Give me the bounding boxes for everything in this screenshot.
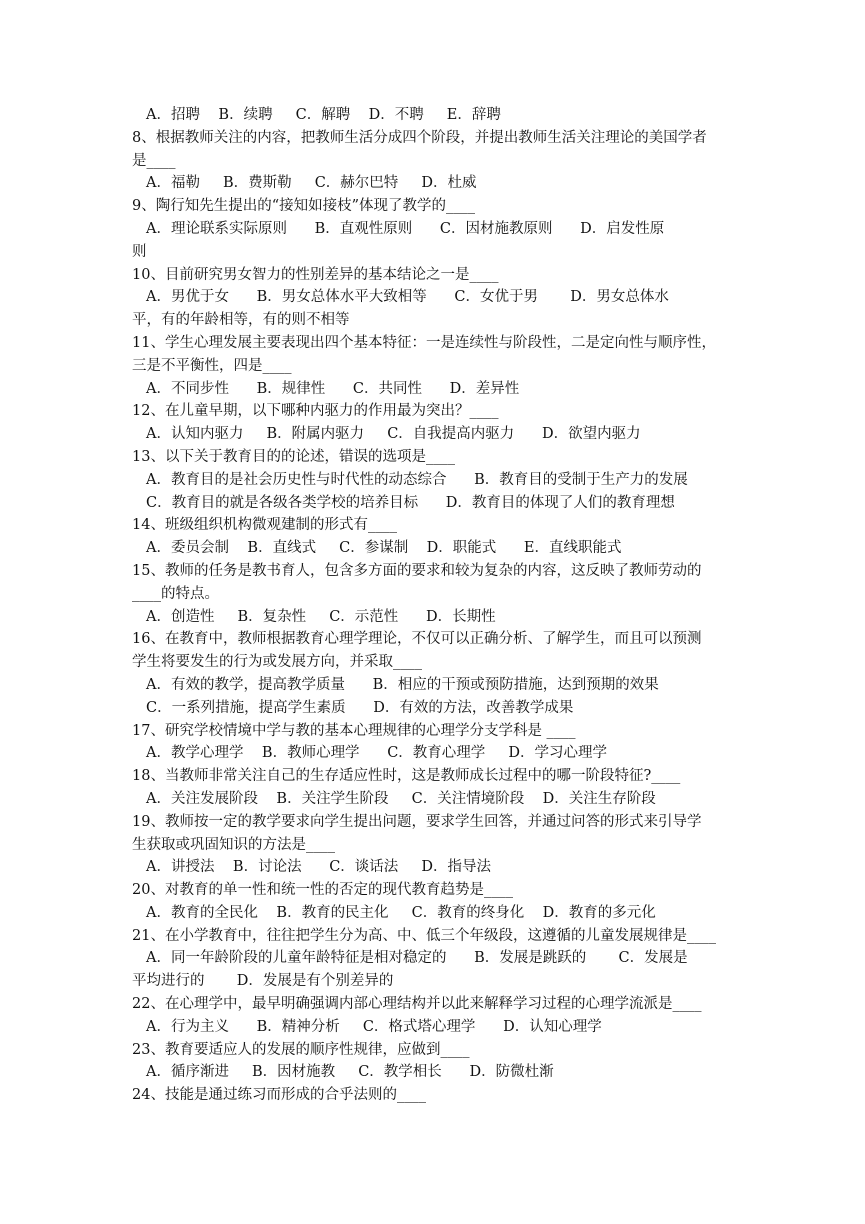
question-line: 17、研究学校情境中学与教的基本心理规律的心理学分支学科是 ____	[132, 722, 576, 739]
option-line: A．同一年龄阶段的儿童年龄特征是相对稳定的 B．发展是跳跃的 C．发展是	[146, 950, 688, 967]
question-line: 平均进行的 D．发展是有个别差异的	[132, 973, 394, 990]
option-line: C．教育目的就是各级各类学校的培养目标 D．教育目的体现了人们的教育理想	[146, 494, 675, 511]
option-line: A．循序渐进 B．因材施教 C．教学相长 D．防微杜渐	[146, 1064, 554, 1081]
option-line: A．教育目的是社会历史性与时代性的动态综合 B．教育目的受制于生产力的发展	[146, 471, 688, 488]
option-line: A．创造性 B．复杂性 C．示范性 D．长期性	[146, 608, 496, 625]
question-line: ____的特点。	[132, 585, 219, 602]
question-line: 11、学生心理发展主要表现出四个基本特征：一是连续性与阶段性，二是定向性与顺序性，	[132, 334, 716, 351]
question-line: 是____	[132, 152, 176, 169]
option-line: A．教学心理学 B．教师心理学 C．教育心理学 D．学习心理学	[146, 745, 607, 762]
option-line: A．委员会制 B．直线式 C．参谋制 D．职能式 E．直线职能式	[146, 540, 622, 557]
option-line: C．一系列措施，提高学生素质 D．有效的方法，改善教学成果	[146, 699, 574, 716]
question-line: 学生将要发生的行为或发展方向，并采取____	[132, 654, 422, 671]
question-line: 22、在心理学中，最早明确强调内部心理结构并以此来解释学习过程的心理学流派是____	[132, 996, 702, 1013]
option-line: A．教育的全民化 B．教育的民主化 C．教育的终身化 D．教育的多元化	[146, 904, 656, 921]
question-line: 21、在小学教育中，往往把学生分为高、中、低三个年级段，这遵循的儿童发展规律是____	[132, 927, 716, 944]
option-line: A．招聘 B．续聘 C．解聘 D．不聘 E．辞聘	[146, 107, 501, 123]
option-line: A．有效的教学，提高教学质量 B．相应的干预或预防措施，达到预期的效果	[146, 676, 659, 693]
question-line: 20、对教育的单一性和统一性的否定的现代教育趋势是____	[132, 882, 513, 899]
option-line: A．认知内驱力 B．附属内驱力 C．自我提高内驱力 D．欲望内驱力	[146, 426, 641, 443]
question-line: 19、教师按一定的教学要求向学生提出问题，要求学生回答，并通过问答的形式来引导学	[132, 813, 702, 830]
question-line: 10、目前研究男女智力的性别差异的基本结论之一是____	[132, 266, 499, 283]
question-line: 则	[132, 243, 147, 260]
question-line: 8、根据教师关注的内容，把教师生活分成四个阶段，并提出教师生活关注理论的美国学者	[132, 129, 707, 146]
option-line: A．讲授法 B．讨论法 C．谈话法 D．指导法	[146, 859, 491, 876]
question-line: 16、在教育中，教师根据教育心理学理论，不仅可以正确分析、了解学生，而且可以预测	[132, 631, 702, 648]
question-line: 18、当教师非常关注自己的生存适应性时，这是教师成长过程中的哪一阶段特征?____	[132, 768, 681, 785]
question-line: 13、以下关于教育目的的论述，错误的选项是____	[132, 448, 455, 465]
question-line: 三是不平衡性，四是____	[132, 357, 292, 374]
option-line: A．福勒 B．费斯勒 C．赫尔巴特 D．杜威	[146, 175, 477, 192]
question-line: 23、教育要适应人的发展的顺序性规律，应做到____	[132, 1041, 470, 1058]
question-line: 14、班级组织机构微观建制的形式有____	[132, 517, 397, 534]
option-line: A．男优于女 B．男女总体水平大致相等 C．女优于男 D．男女总体水	[146, 289, 669, 306]
question-line: 平，有的年龄相等，有的则不相等	[132, 312, 350, 329]
question-line: 9、陶行知先生提出的“接知如接枝”体现了教学的____	[132, 198, 476, 215]
question-line: 12、在儿童早期，以下哪种内驱力的作用最为突出？____	[132, 403, 499, 420]
option-line: A．行为主义 B．精神分析 C．格式塔心理学 D．认知心理学	[146, 1018, 602, 1035]
question-line: 15、教师的任务是教书育人，包含多方面的要求和较为复杂的内容，这反映了教师劳动的	[132, 562, 702, 579]
option-line: A．不同步性 B．规律性 C．共同性 D．差异性	[146, 380, 520, 397]
question-line: 生获取或巩固知识的方法是____	[132, 836, 335, 853]
question-list	[132, 104, 785, 1107]
option-line: A．理论联系实际原则 B．直观性原则 C．因材施教原则 D．启发性原	[146, 220, 665, 237]
question-line: 24、技能是通过练习而形成的合乎法则的____	[132, 1087, 426, 1104]
option-line: A．关注发展阶段 B．关注学生阶段 C．关注情境阶段 D．关注生存阶段	[146, 790, 656, 807]
